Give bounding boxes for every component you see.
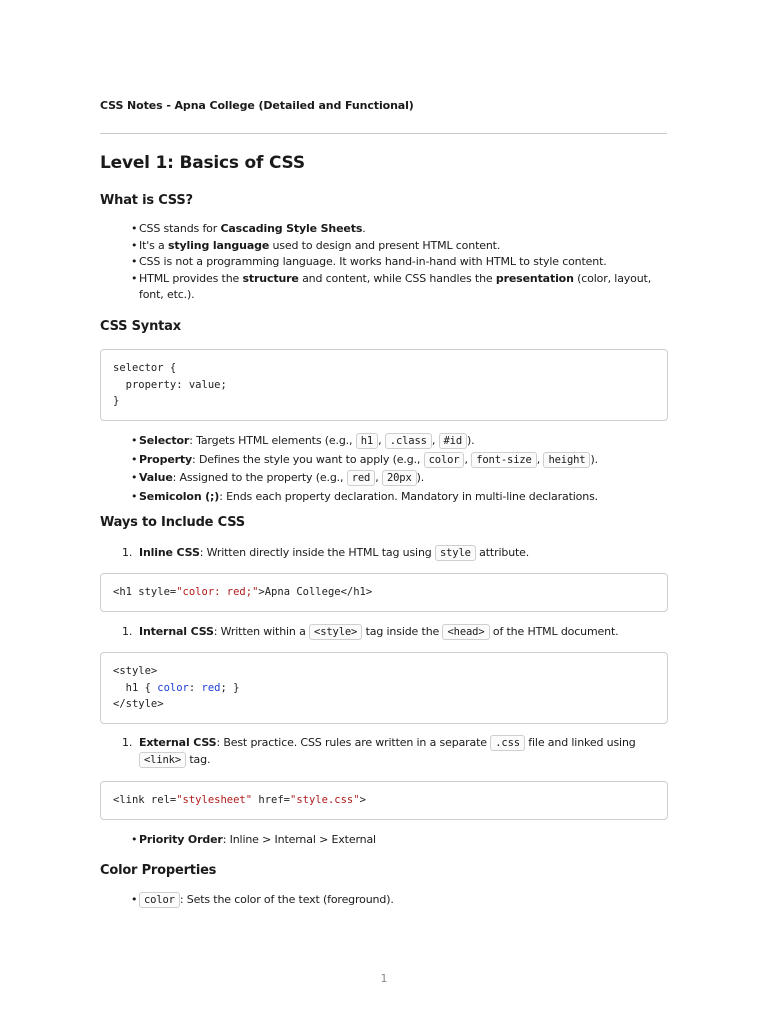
external-css-example: <link rel="stylesheet" href="style.css"> (100, 781, 668, 820)
priority-list (131, 832, 667, 849)
section-title-ways-to-include: Ways to Include CSS (100, 515, 245, 530)
list-item: • color : Sets the color of the text (foreground). (131, 893, 394, 906)
list-item: • Value: Assigned to the property (e.g., red , 20px ). (131, 471, 425, 484)
list-item: • Priority Order: Inline > Internal > External (131, 833, 376, 846)
page-header: CSS Notes - Apna College (Detailed and Functional) (100, 99, 414, 112)
level1-title: Level 1: Basics of CSS (100, 153, 305, 173)
syntax-list (131, 432, 667, 505)
external-css-item (122, 735, 667, 768)
inline-css-example: <h1 style="color: red;">Apna College</h1> (100, 573, 668, 612)
what-is-css-list (131, 221, 667, 304)
color-properties-list (131, 892, 667, 909)
list-item: • CSS is not a programming language. It works hand-in-hand with HTML to style content. (131, 255, 607, 268)
list-item: 1. Inline CSS: Written directly inside the HTML tag using style attribute. (122, 546, 530, 559)
section-title-css-syntax: CSS Syntax (100, 319, 181, 334)
page-number: 1 (380, 972, 388, 985)
list-item: • Semicolon (;): Ends each property declaration. Mandatory in multi-line declarations. (131, 489, 599, 503)
syntax-code-block: selector { property: value; } (100, 349, 668, 421)
internal-css-example: <style> h1 { color: red; } </style> (100, 652, 668, 724)
section-title-what-is-css: What is CSS? (100, 193, 193, 208)
list-item: 1. Internal CSS: Written within a <style> tag inside the <head> of the HTML document. (122, 625, 619, 638)
inline-css-item (122, 545, 667, 562)
list-item: • HTML provides the structure and content, while CSS handles the presentation (color, layout, font, etc.). (131, 271, 652, 301)
list-item: 1. External CSS: Best practice. CSS rules are written in a separate .css file and linked using <link> tag. (122, 736, 636, 766)
list-item: • CSS stands for Cascading Style Sheets. (131, 222, 366, 235)
internal-css-item (122, 624, 667, 641)
list-item: • Property: Defines the style you want to apply (e.g., color , font-size , height ). (131, 452, 598, 466)
list-item: • Selector: Targets HTML elements (e.g., h1 , .class , #id ). (131, 434, 475, 447)
header-divider (100, 133, 667, 134)
list-item: • It's a styling language used to design and present HTML content. (131, 238, 501, 252)
section-title-color-properties: Color Properties (100, 863, 217, 878)
